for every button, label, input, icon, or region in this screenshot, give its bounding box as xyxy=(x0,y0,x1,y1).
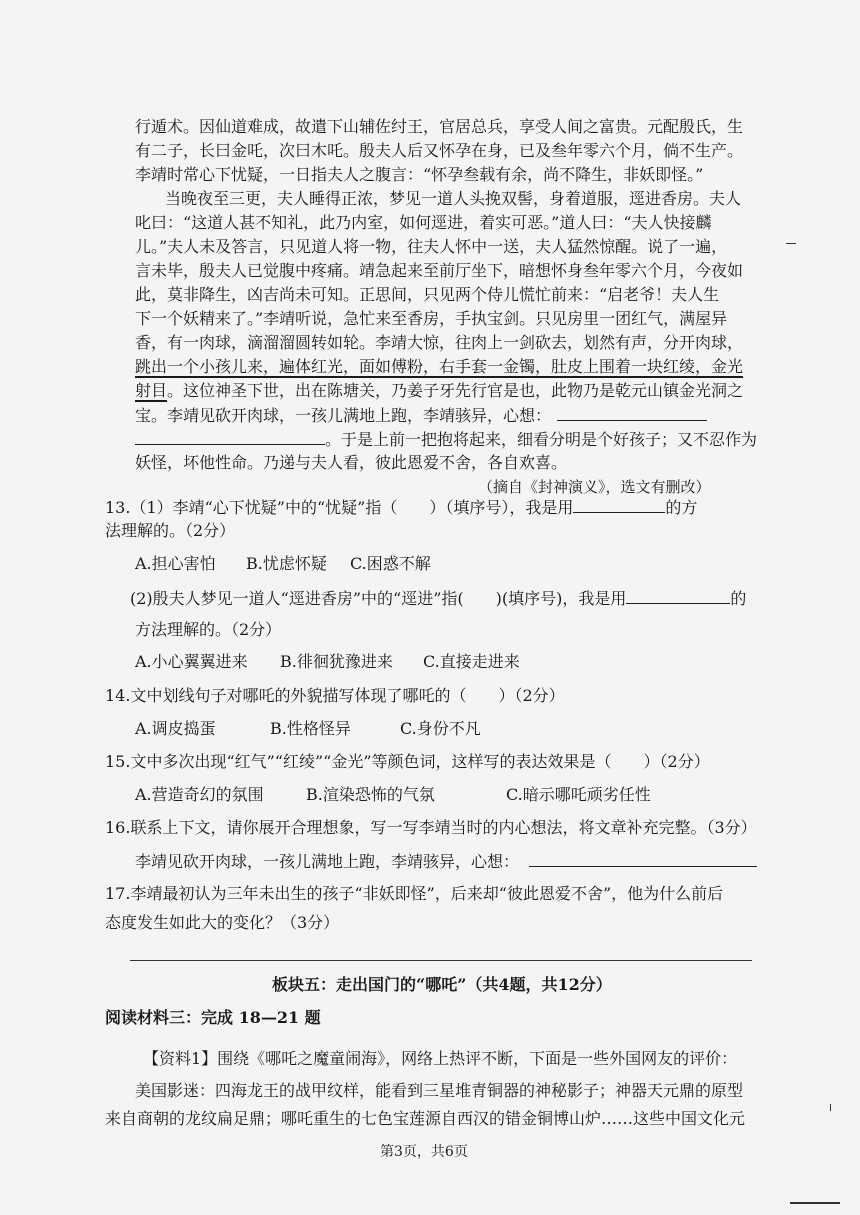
option-14-b: B.性格怪异 xyxy=(270,719,351,738)
passage-line-14-text: 。于是上前一把抱将起来，细看分明是个好孩子；又不忍作为 xyxy=(325,430,758,449)
scan-mark xyxy=(790,1202,840,1204)
option-13-1-c: C.困惑不解 xyxy=(350,554,431,573)
question-14: 14.文中划线句子对哪吒的外貌描写体现了哪吒的（ ）（2分） xyxy=(105,686,565,705)
question-16: 16.联系上下文，请你展开合理想象，写一写李靖当时的内心想法，将文章补充完整。（3分） xyxy=(105,818,757,837)
option-15-c: C.暗示哪吒顽劣任性 xyxy=(506,785,651,804)
answer-blank-13-1[interactable] xyxy=(573,496,665,513)
passage-line-3: 李靖时常心下忧疑，一日指夫人之腹言：“怀孕叁载有余，尚不降生，非妖即怪。” xyxy=(135,165,704,184)
passage-line-2: 有二子，长曰金吒，次曰木吒。殷夫人后又怀孕在身，已及叁年零六个月，倘不生产。 xyxy=(135,141,744,160)
question-17: 17.李靖最初认为三年未出生的孩子“非妖即怪”，后来却“彼此恩爱不舍”，他为什么前后 xyxy=(105,884,724,903)
passage-line-4: 当晚夜至三更，夫人睡得正浓，梦见一道人头挽双髻，身着道服，逕进香房。夫人 xyxy=(165,189,742,208)
passage-line-12-rest: 。这位神圣下世，出在陈塘关，乃姜子牙先行官是也，此物乃是乾元山镇金光洞之 xyxy=(167,381,744,400)
material-1-line-2: 美国影迷：四海龙王的战甲纹样，能看到三星堆青铜器的神秘影子；神器天元鼎的原型 xyxy=(135,1081,744,1100)
question-17-continued: 态度发生如此大的变化？（3分） xyxy=(105,913,340,932)
underlined-sentence: 跳出一个小孩儿来，遍体红光，面如傅粉，右手套一金镯，肚皮上围着一块红绫，金光 xyxy=(135,357,744,376)
passage-line-14 xyxy=(135,428,757,451)
question-13-1 xyxy=(105,496,697,519)
question-13-1-text: 13.（1）李靖“心下忧疑”中的“忧疑”指（ ）（填序号），我是用 xyxy=(105,498,574,517)
passage-line-15: 妖怪，坏他性命。乃递与夫人看，彼此恩爱不舍，各自欢喜。 xyxy=(135,453,568,472)
passage-line-6: 儿。”夫人未及答言，只见道人将一物，往夫人怀中一送，夫人猛然惊醒。说了一遍， xyxy=(135,237,728,256)
question-13-2-tail: 的 xyxy=(730,589,747,608)
question-13-2-text: (2)殷夫人梦见一道人“逕进香房”中的“逕进”指( )(填序号)，我是用 xyxy=(130,589,627,608)
passage-line-5: 叱曰：“这道人甚不知礼，此乃内室，如何逕进，着实可恶。”道人曰：“夫人快接麟 xyxy=(135,213,712,232)
option-13-1-b: B.忧虑怀疑 xyxy=(246,554,327,573)
passage-line-13-text: 宝。李靖见砍开肉球，一孩儿满地上跑，李靖骇异，心想： xyxy=(135,406,552,425)
answer-blank-13-2[interactable] xyxy=(626,587,730,604)
option-15-a: A.营造奇幻的氛围 xyxy=(135,785,264,804)
passage-line-9: 下一个妖精来了。”李靖听说，急忙来至香房，手执宝剑。只见房里一团红气，满屋异 xyxy=(135,309,728,328)
inline-blank-1[interactable] xyxy=(557,404,707,421)
material-1-line-3: 来自商朝的龙纹扁足鼎；哪吒重生的七色宝莲源自西汉的错金铜博山炉……这些中国文化元 xyxy=(105,1109,746,1128)
passage-line-13 xyxy=(135,404,707,427)
question-13-2-continued: 方法理解的。（2分） xyxy=(135,620,282,639)
scan-mark xyxy=(830,1104,831,1111)
option-13-2-b: B.徘徊犹豫进来 xyxy=(280,652,393,671)
passage-line-8: 此，莫非降生，凶吉尚未可知。正思间，只见两个侍儿慌忙前来：“启老爷！夫人生 xyxy=(135,285,720,304)
section-5-subtitle: 阅读材料三：完成 18—21 题 xyxy=(105,1008,321,1027)
option-13-2-a: A.小心翼翼进来 xyxy=(135,652,248,671)
inline-blank-2[interactable] xyxy=(135,428,325,445)
question-16-prompt xyxy=(135,850,757,873)
passage-source: （摘自《封神演义》，选文有删改） xyxy=(478,478,711,496)
question-13-1-tail: 的方 xyxy=(665,498,698,517)
question-13-2 xyxy=(130,587,746,610)
option-15-b: B.渲染恐怖的气氛 xyxy=(306,785,435,804)
passage-line-12 xyxy=(135,380,743,402)
option-14-a: A.调皮捣蛋 xyxy=(135,719,216,738)
material-1-intro: 【资料1】围绕《哪吒之魔童闹海》，网络上热评不断，下面是一些外国网友的评价： xyxy=(143,1049,738,1068)
option-14-c: C.身份不凡 xyxy=(400,719,481,738)
scan-mark xyxy=(786,243,796,244)
option-13-1-a: A.担心害怕 xyxy=(135,554,216,573)
question-13-1-continued: 法理解的。（2分） xyxy=(105,521,236,540)
passage-line-7: 言未毕，殷夫人已觉腹中疼痛。靖急起来至前厅坐下，暗想怀身叁年零六个月，今夜如 xyxy=(135,261,744,280)
answer-blank-16[interactable] xyxy=(529,850,757,867)
underlined-sentence-end: 射目 xyxy=(135,381,168,400)
page-number: 第3页，共6页 xyxy=(380,1144,468,1160)
section-5-title: 板块五：走出国门的“哪吒”（共4题，共12分） xyxy=(272,975,612,994)
passage-line-1: 行遁术。因仙道难成，故遣下山辅佐纣王，官居总兵，享受人间之富贵。元配殷氏，生 xyxy=(135,117,744,136)
option-13-2-c: C.直接走进来 xyxy=(423,652,520,671)
question-16-prompt-text: 李靖见砍开肉球，一孩儿满地上跑，李靖骇异，心想： xyxy=(135,852,520,871)
answer-line-17[interactable] xyxy=(130,960,752,961)
passage-line-10: 香，有一肉球，滴溜溜圆转如轮。李靖大惊，往肉上一剑砍去，划然有声，分开肉球， xyxy=(135,333,744,352)
question-15: 15.文中多次出现“红气”“红绫”“金光”等颜色词，这样写的表达效果是（ ）（2分） xyxy=(105,752,710,771)
